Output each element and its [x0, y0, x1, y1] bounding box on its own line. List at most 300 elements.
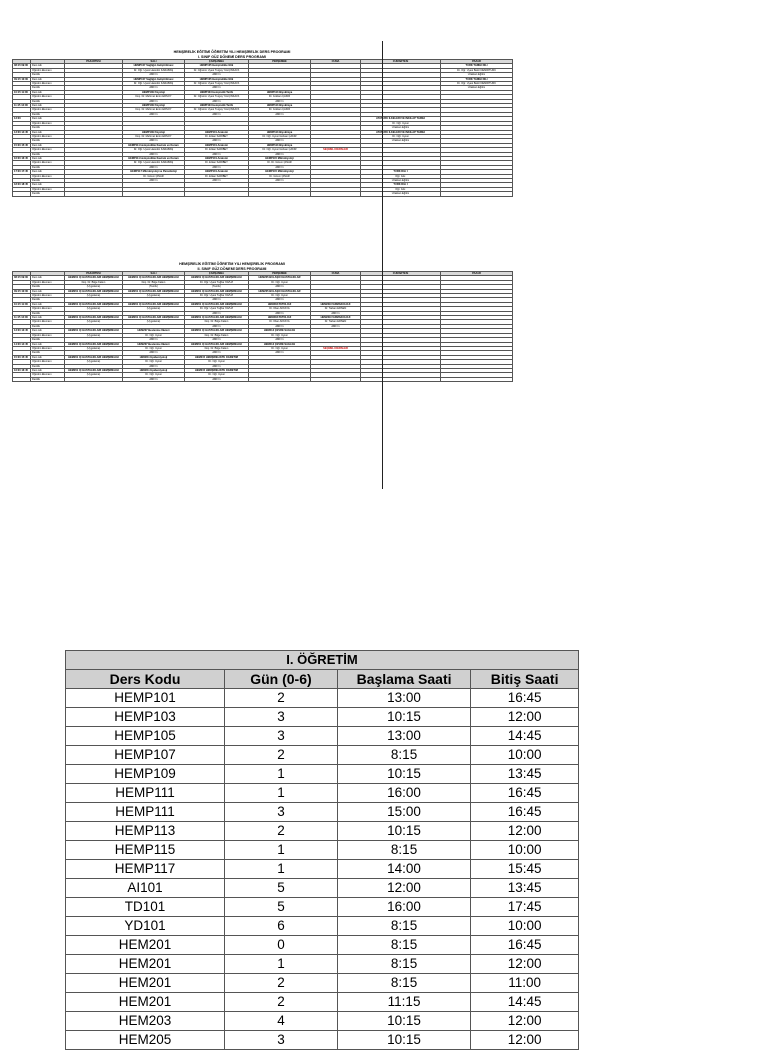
end-time-cell: 16:45: [471, 803, 579, 822]
schedule-cell: Öğr. Gör.: [361, 174, 441, 178]
schedule-cell: HEMP103 Hemşirelik Tarihi: [185, 90, 249, 94]
schedule-cell: Dr. Öğr. Üyesi: [249, 280, 311, 284]
day-header: CUMA: [311, 272, 361, 276]
header-row: [66, 670, 579, 689]
end-time-cell: 10:00: [471, 746, 579, 765]
course-code-cell: HEM201: [66, 955, 225, 974]
day-header: CUMARTESİ: [361, 60, 441, 64]
schedule-cell: HEM201 İÇ HASTALIKLARI HEMŞİRELİĞİ: [123, 302, 185, 306]
table-row: [66, 803, 579, 822]
column-divider: [382, 41, 383, 263]
schedule-cell: HEM201 İÇ HASTALIKLARI HEMŞİRELİĞİ: [65, 276, 123, 280]
schedule-cell: SEÇMELİ DERSLER: [311, 148, 361, 152]
schedule-cell: HEMP113 Biyokimya: [249, 104, 311, 108]
schedule-cell: Dr. Gizem ÇINAR: [123, 174, 185, 178]
row-label: Öğretim Elemanı: [31, 294, 65, 298]
time-cell: 10:15 11:00: [13, 90, 31, 94]
schedule-table: [12, 59, 513, 197]
schedule-cell: HEM201 İÇ HASTALIKLARI HEMŞİRELİĞİ: [65, 342, 123, 346]
schedule-cell: AMFİ 1: [249, 324, 311, 328]
schedule-cell: (Uygulama): [65, 285, 123, 289]
schedule-cell: AMFİ 1: [123, 112, 185, 116]
schedule-cell: HEM205 BULAŞICI HASTALIKLAR: [249, 289, 311, 293]
time-cell: 16:00 16:45: [13, 156, 31, 160]
course-code-cell: HEM205: [66, 1031, 225, 1050]
time-cell: 18:00 18:45: [13, 183, 31, 187]
schedule-cell: HEM213 ÇEVRE SAĞLIĞI: [249, 342, 311, 346]
start-time-cell: 8:15: [337, 841, 470, 860]
course-code-cell: HEMP115: [66, 841, 225, 860]
schedule-cell: Dr. Erkan SARIBEY: [185, 174, 249, 178]
row-label: Öğretim Elemanı: [31, 95, 65, 99]
day-cell: 3: [225, 1031, 338, 1050]
table-row: [66, 784, 579, 803]
time-cell: 10:15 11:00: [13, 302, 31, 306]
schedule-cell: AMFİ 1: [185, 139, 249, 143]
course-code-cell: AI101: [66, 879, 225, 898]
time-cell: 13:00: [13, 117, 31, 121]
schedule-cell: Dr. Öğr. Üyesi: [123, 360, 185, 364]
row-label: Derslik: [31, 324, 65, 328]
day-cell: 0: [225, 936, 338, 955]
schedule-cell: HEM213 ÇEVRE SAĞLIĞI: [249, 329, 311, 333]
time-cell: 08:15 09:00: [13, 276, 31, 280]
time-cell: 15:00 15:45: [13, 143, 31, 147]
time-cell: [13, 192, 31, 196]
course-code-cell: HEMP111: [66, 803, 225, 822]
start-time-cell: 10:15: [337, 822, 470, 841]
row-label: Öğretim Elemanı: [31, 108, 65, 112]
sheet-title-line: HEMŞİRELİK EĞİTİMİ ÖĞRETİM YILI HEMŞİRELİK DERS PROGRAMI: [173, 50, 291, 54]
row-label: Ders Adı: [31, 302, 65, 306]
schedule-row: [13, 377, 513, 381]
schedule-cell: HEM201 İÇ HASTALIKLARI HEMŞİRELİĞİ: [65, 368, 123, 372]
sheet-subtitle-line: II. SINIF GÜZ DÖNEMİ DERS PROGRAMI: [197, 266, 267, 271]
end-time-cell: 10:00: [471, 841, 579, 860]
day-header: PERŞEMBE: [249, 60, 311, 64]
row-label: Derslik: [31, 165, 65, 169]
course-code-cell: HEMP117: [66, 860, 225, 879]
schedule-cell: (Uygulama): [65, 373, 123, 377]
row-label: Derslik: [31, 192, 65, 196]
table-row: [66, 860, 579, 879]
day-header: CUMA: [311, 60, 361, 64]
start-time-cell: 15:00: [337, 803, 470, 822]
course-code-cell: YD101: [66, 917, 225, 936]
schedule-cell: Doç. Dr. Bilge Kalsın: [185, 346, 249, 350]
start-time-cell: 10:15: [337, 708, 470, 727]
end-time-cell: 12:00: [471, 822, 579, 841]
column-header-day: Gün (0-6): [225, 670, 338, 689]
schedule-cell: HEMP105 Hemşirelikte Etik: [185, 77, 249, 81]
schedule-cell: HEMP111 Hemşirelikte Kavram ve Kuram: [123, 143, 185, 147]
table-row: [66, 746, 579, 765]
day-cell: 3: [225, 727, 338, 746]
start-time-cell: 13:00: [337, 689, 470, 708]
schedule-cell: Dr. Öğr. Üyesi Hacettin KARABAŞ: [123, 68, 185, 72]
schedule-cell: AMFİ 1: [249, 152, 311, 156]
schedule-cell: HEM201 İÇ HASTALIKLARI HEMŞİRELİĞİ: [123, 289, 185, 293]
start-time-cell: 12:00: [337, 879, 470, 898]
schedule-cell: [123, 192, 185, 196]
schedule-cell: HEM201 İÇ HASTALIKLARI HEMŞİRELİĞİ: [185, 302, 249, 306]
schedule-cell: TÜRK TARİHİ DİLİ: [441, 64, 513, 68]
start-time-cell: 13:00: [337, 727, 470, 746]
schedule-cell: Dr. Dr. Gizem ÇINAR: [249, 161, 311, 165]
row-label: Ders Adı: [31, 64, 65, 68]
time-cell: 11:15 12:00: [13, 316, 31, 320]
schedule-cell: AMFİ 1: [185, 351, 249, 355]
course-code-cell: HEMP113: [66, 822, 225, 841]
schedule-cell: Doç. Dr. Bilge Kalsın: [185, 333, 249, 337]
day-cell: 4: [225, 1012, 338, 1031]
schedule-cell: (Uygulama): [65, 307, 123, 311]
schedule-cell: AMFİ 1: [249, 178, 311, 182]
schedule-cell: Dr. Öğr. Üyesi Gürkan ÇAKIR: [249, 148, 311, 152]
time-cell: 17:00 17:45: [13, 170, 31, 174]
schedule-cell: Dr. İlhan AKKAYA: [249, 307, 311, 311]
schedule-cell: Dr. İlhan AKKAYA: [249, 320, 311, 324]
column-header-start-time: Başlama Saati: [337, 670, 470, 689]
schedule-cell: AMFİ 1: [249, 99, 311, 103]
row-label: Öğretim Elemanı: [31, 161, 65, 165]
schedule-cell: Dr. Öğr. Üyesi Tuğba YAVUZ: [185, 307, 249, 311]
schedule-cell: AMFİ 1: [185, 311, 249, 315]
schedule-cell: AMFİ 1: [123, 377, 185, 381]
time-cell: [13, 377, 31, 381]
schedule-cell: AMFİ 1: [249, 139, 311, 143]
course-code-cell: HEMP101: [66, 689, 225, 708]
start-time-cell: 11:15: [337, 993, 470, 1012]
schedule-cell: AMFİ 1: [123, 139, 185, 143]
schedule-cell: TÜRK DİLİ I: [361, 170, 441, 174]
sheet-title: [72, 262, 392, 271]
row-label: Öğretim Elemanı: [31, 187, 65, 191]
row-label: Öğretim Elemanı: [31, 346, 65, 350]
row-label: Ders Adı: [31, 316, 65, 320]
time-cell: 13:00 13:45: [13, 329, 31, 333]
schedule-cell: HEM201 İÇ HASTALIKLARI HEMŞİRELİĞİ: [65, 355, 123, 359]
row-label: Öğretim Elemanı: [31, 82, 65, 86]
schedule-cell: HEM209 FARMAKOLOJİ: [311, 302, 361, 306]
end-time-cell: 12:00: [471, 955, 579, 974]
day-cell: 6: [225, 917, 338, 936]
row-label: Derslik: [31, 152, 65, 156]
row-label: Derslik: [31, 285, 65, 289]
schedule-cell: AMFİ 1: [185, 73, 249, 77]
row-label: Ders Adı: [31, 130, 65, 134]
schedule-cell: HEM215 HEMŞİRELİKTE ÖĞRETİM: [185, 368, 249, 372]
schedule-cell: HEM201 İÇ HASTALIKLARI HEMŞİRELİĞİ: [65, 329, 123, 333]
end-time-cell: 17:45: [471, 898, 579, 917]
schedule-cell: Dr. Erkan SARIBEY: [185, 161, 249, 165]
schedule-cell: HEM215 HEMŞİRELİKTE ÖĞRETİM: [185, 355, 249, 359]
column-header-end-time: Bitiş Saati: [471, 670, 579, 689]
schedule-cell: Dr. Öğr. Üyesi: [249, 294, 311, 298]
schedule-cell: HEM209 FARMAKOLOJİ: [311, 316, 361, 320]
schedule-cell: (Uygulama): [65, 346, 123, 350]
end-time-cell: 14:45: [471, 727, 579, 746]
course-code-cell: HEMP111: [66, 784, 225, 803]
table-row: [66, 879, 579, 898]
row-label: Derslik: [31, 338, 65, 342]
schedule-cell: (Uygulama): [65, 320, 123, 324]
start-time-cell: 8:15: [337, 917, 470, 936]
schedule-cell: SEÇMELİ DERSLER: [311, 346, 361, 350]
time-cell: 14:00 14:45: [13, 342, 31, 346]
schedule-cell: Dr. Öğr. Üyesi: [249, 346, 311, 350]
schedule-cell: Doç. Dr. Bilge Kalsın: [65, 280, 123, 284]
schedule-cell: Dr. Tarkan ERSEN: [311, 307, 361, 311]
course-code-cell: HEMP103: [66, 708, 225, 727]
table-row: [66, 974, 579, 993]
row-label: Öğretim Elemanı: [31, 280, 65, 284]
time-cell: 08:15 09:00: [13, 64, 31, 68]
schedule-cell: AMFİ 1: [123, 152, 185, 156]
schedule-table: [12, 271, 513, 382]
course-code-cell: HEM201: [66, 993, 225, 1012]
schedule-cell: AMFİ 1: [185, 324, 249, 328]
schedule-cell: [185, 192, 249, 196]
schedule-cell: Dr. Öğr. Üyesi: [123, 373, 185, 377]
time-cell: 09:15 10:00: [13, 77, 31, 81]
table-row: [66, 765, 579, 784]
day-cell: 1: [225, 955, 338, 974]
schedule-cell: AMFİ 1: [311, 311, 361, 315]
table-row: [66, 936, 579, 955]
end-time-cell: 10:00: [471, 917, 579, 936]
schedule-cell: TÜRK DİLİ I: [361, 183, 441, 187]
end-time-cell: 16:45: [471, 689, 579, 708]
schedule-cell: HEM211 Epidemiyoloji: [123, 368, 185, 372]
row-label: Ders Adı: [31, 117, 65, 121]
schedule-cell: AMFİ 1: [249, 112, 311, 116]
end-time-cell: 16:45: [471, 784, 579, 803]
course-code-cell: TD101: [66, 898, 225, 917]
schedule-cell: [441, 377, 513, 381]
day-cell: 3: [225, 708, 338, 727]
schedule-cell: (Teorik): [123, 285, 185, 289]
schedule-cell: Uzaktan Eğitim: [361, 192, 441, 196]
row-label: Öğretim Elemanı: [31, 68, 65, 72]
row-label: Öğretim Elemanı: [31, 360, 65, 364]
end-time-cell: 12:00: [471, 1031, 579, 1050]
end-time-cell: 12:00: [471, 1012, 579, 1031]
schedule-cell: TÜRK TARİHİ DİLİ: [441, 77, 513, 81]
column-divider: [382, 253, 383, 489]
schedule-cell: HEMP113 Biyokimya: [249, 90, 311, 94]
schedule-cell: AMFİ 1: [185, 86, 249, 90]
row-label: Derslik: [31, 112, 65, 116]
schedule-cell: HEMP101 Anatomi: [185, 156, 249, 160]
schedule-cell: HEM207 Beslenme İlkeleri: [123, 329, 185, 333]
schedule-cell: HEMP109 Fizyoloji: [123, 104, 185, 108]
schedule-cell: Dr. Gizem ÇINAR: [249, 174, 311, 178]
table-row: [66, 993, 579, 1012]
day-cell: 2: [225, 822, 338, 841]
schedule-cell: HEMP113 Biyokimya: [249, 143, 311, 147]
schedule-cell: HEMP103 Hemşirelik Tarihi: [185, 104, 249, 108]
table-row: [66, 841, 579, 860]
schedule-cell: AMFİ 1: [185, 165, 249, 169]
table-row: [66, 708, 579, 727]
schedule-cell: ATATÜRK İLKELERİ VE İNKILAP TARİHİ: [361, 130, 441, 134]
schedule-cell: Doç. Dr. Mehmet Emin ERSOY: [123, 95, 185, 99]
schedule-cell: HEMP117 Mikrobiyoloji ve Parazitoloji: [123, 170, 185, 174]
row-label: Ders Adı: [31, 342, 65, 346]
day-cell: 1: [225, 860, 338, 879]
end-time-cell: 12:00: [471, 708, 579, 727]
schedule-cell: Dr. Öğretim Üyesi Turgay YALÇINKAYA: [185, 108, 249, 112]
schedule-cell: Doç. Dr. Mehmet Emin ERSOY: [123, 134, 185, 138]
schedule-cell: HEM201 İÇ HASTALIKLARI HEMŞİRELİĞİ: [185, 329, 249, 333]
schedule-cell: Dr. Öğr. Üyesi: [123, 333, 185, 337]
schedule-cell: AMFİ 1: [185, 364, 249, 368]
day-header: SALI: [123, 272, 185, 276]
time-cell: 13:00 14:45: [13, 130, 31, 134]
row-label: Derslik: [31, 351, 65, 355]
schedule-cell: HEM201 İÇ HASTALIKLARI HEMŞİRELİĞİ: [185, 276, 249, 280]
day-cell: 5: [225, 879, 338, 898]
schedule-cell: AMFİ 1: [123, 338, 185, 342]
row-label: Derslik: [31, 364, 65, 368]
day-cell: 2: [225, 689, 338, 708]
schedule-cell: [441, 192, 513, 196]
day-header: ÇARŞAMBA: [185, 272, 249, 276]
row-label: Ders Adı: [31, 276, 65, 280]
course-time-table: [65, 650, 579, 1050]
section-title: I. ÖĞRETİM: [66, 651, 579, 670]
schedule-cell: Dr. Öğr. Üyesi Gürkan ÇAKIR: [249, 134, 311, 138]
day-header: PAZARTESİ: [65, 272, 123, 276]
schedule-cell: Dr. Öğretim Üyesi Turgay YALÇINKAYA: [185, 95, 249, 99]
schedule-cell: [311, 377, 361, 381]
schedule-cell: HEMP101 Anatomi: [185, 130, 249, 134]
schedule-cell: Dr. Öğr. Üyesi Bekir DEMİRTÜRK: [441, 68, 513, 72]
schedule-cell: AMFİ 1: [185, 152, 249, 156]
schedule-cell: Dr. Öğr. Üyesi Bekir DEMİRTÜRK: [441, 82, 513, 86]
course-code-cell: HEM203: [66, 1012, 225, 1031]
row-label: Öğretim Elemanı: [31, 121, 65, 125]
schedule-cell: Uzaktan Eğitim: [361, 139, 441, 143]
schedule-cell: AMFİ 1: [123, 73, 185, 77]
day-cell: 1: [225, 784, 338, 803]
schedule-cell: HEM201 İÇ HASTALIKLARI HEMŞİRELİĞİ: [185, 316, 249, 320]
schedule-cell: Dr. Öğr. Üyesi: [185, 360, 249, 364]
day-cell: 2: [225, 746, 338, 765]
schedule-cell: Dr. Öğr. Üyesi Hacettin KARABAŞ: [123, 161, 185, 165]
end-time-cell: 13:45: [471, 765, 579, 784]
table-row: [66, 689, 579, 708]
schedule-cell: AMFİ 1: [123, 99, 185, 103]
end-time-cell: 16:45: [471, 936, 579, 955]
row-label: Ders Adı: [31, 289, 65, 293]
schedule-cell: (Uygulama): [123, 294, 185, 298]
row-label: Ders Adı: [31, 156, 65, 160]
table-row: [66, 917, 579, 936]
schedule-cell: HEMP101 Anatomi: [185, 143, 249, 147]
schedule-cell: [311, 192, 361, 196]
schedule-cell: AMFİ 1: [311, 324, 361, 328]
schedule-cell: HEM207 Beslenme İlkeleri: [123, 342, 185, 346]
start-time-cell: 16:00: [337, 898, 470, 917]
schedule-cell: AMFİ 1: [249, 338, 311, 342]
row-label: Ders Adı: [31, 183, 65, 187]
row-label: Ders Adı: [31, 90, 65, 94]
start-time-cell: 8:15: [337, 746, 470, 765]
schedule-cell: ATATÜRK İLKELERİ VE İNKILAP TARİHİ: [361, 117, 441, 121]
schedule-cell: Dr. Öğr. Üyesi: [123, 346, 185, 350]
schedule-cell: Uzaktan Eğitim: [361, 178, 441, 182]
start-time-cell: 14:00: [337, 860, 470, 879]
sheet-title: [72, 50, 392, 59]
schedule-cell: HEMP107 Sağlığın Geliştirilmesi: [123, 77, 185, 81]
day-header: PERŞEMBE: [249, 272, 311, 276]
row-label: Ders Adı: [31, 355, 65, 359]
schedule-cell: AMFİ 1: [249, 311, 311, 315]
schedule-cell: HEM201 İÇ HASTALIKLARI HEMŞİRELİĞİ: [185, 342, 249, 346]
schedule-row: [13, 192, 513, 196]
day-cell: 2: [225, 974, 338, 993]
start-time-cell: 16:00: [337, 784, 470, 803]
schedule-cell: AMFİ 1: [123, 364, 185, 368]
schedule-cell: HEM201 İÇ HASTALIKLARI HEMŞİRELİĞİ: [65, 316, 123, 320]
schedule-cell: AMFİ 1: [123, 178, 185, 182]
row-label: Ders Adı: [31, 368, 65, 372]
table-row: [66, 898, 579, 917]
day-header: CUMARTESİ: [361, 272, 441, 276]
row-label: Öğretim Elemanı: [31, 320, 65, 324]
schedule-cell: AMFİ 1: [185, 99, 249, 103]
table-row: [66, 1031, 579, 1050]
row-label: Öğretim Elemanı: [31, 307, 65, 311]
schedule-cell: Dr. Gürkan ÇAKIR: [249, 95, 311, 99]
day-cell: 1: [225, 841, 338, 860]
schedule-cell: AMFİ 1: [249, 285, 311, 289]
schedule-cell: HEMP109 Fizyoloji: [123, 130, 185, 134]
schedule-cell: Uzaktan Eğitim: [441, 86, 513, 90]
schedule-cell: [249, 192, 311, 196]
start-time-cell: 10:15: [337, 1031, 470, 1050]
day-header: ÇARŞAMBA: [185, 60, 249, 64]
course-code-cell: HEM201: [66, 974, 225, 993]
schedule-cell: (Teorik): [185, 285, 249, 289]
schedule-cell: AMFİ 1: [185, 338, 249, 342]
schedule-cell: HEMP115 Mikrobiyoloji: [249, 170, 311, 174]
schedule-cell: HEM211 Epidemiyoloji: [123, 355, 185, 359]
time-cell: 15:00 15:45: [13, 355, 31, 359]
schedule-cell: AMFİ 1: [249, 165, 311, 169]
schedule-cell: (Uygulama): [65, 294, 123, 298]
schedule-cell: Doç. Dr. Mehmet Emin ERSOY: [123, 108, 185, 112]
day-header: PAZARTESİ: [65, 60, 123, 64]
row-label: Derslik: [31, 86, 65, 90]
schedule-cell: AMFİ 1: [249, 298, 311, 302]
second-year-schedule-sheet: [12, 262, 512, 382]
schedule-cell: Doç. Dr. Bilge Kalsın: [123, 280, 185, 284]
schedule-cell: AMFİ 1: [249, 351, 311, 355]
row-label: Derslik: [31, 73, 65, 77]
table-row: [66, 727, 579, 746]
row-label: Ders Adı: [31, 104, 65, 108]
sheet-subtitle-line: I. SINIF GÜZ DÖNEMİ DERS PROGRAMI: [198, 54, 266, 59]
schedule-cell: (Uygulama): [65, 360, 123, 364]
schedule-cell: HEM201 İÇ HASTALIKLARI HEMŞİRELİĞİ: [185, 289, 249, 293]
schedule-cell: Uzaktan Eğitim: [441, 73, 513, 77]
first-year-schedule-sheet: [12, 50, 512, 197]
schedule-cell: AMFİ 1: [123, 86, 185, 90]
start-time-cell: 8:15: [337, 974, 470, 993]
